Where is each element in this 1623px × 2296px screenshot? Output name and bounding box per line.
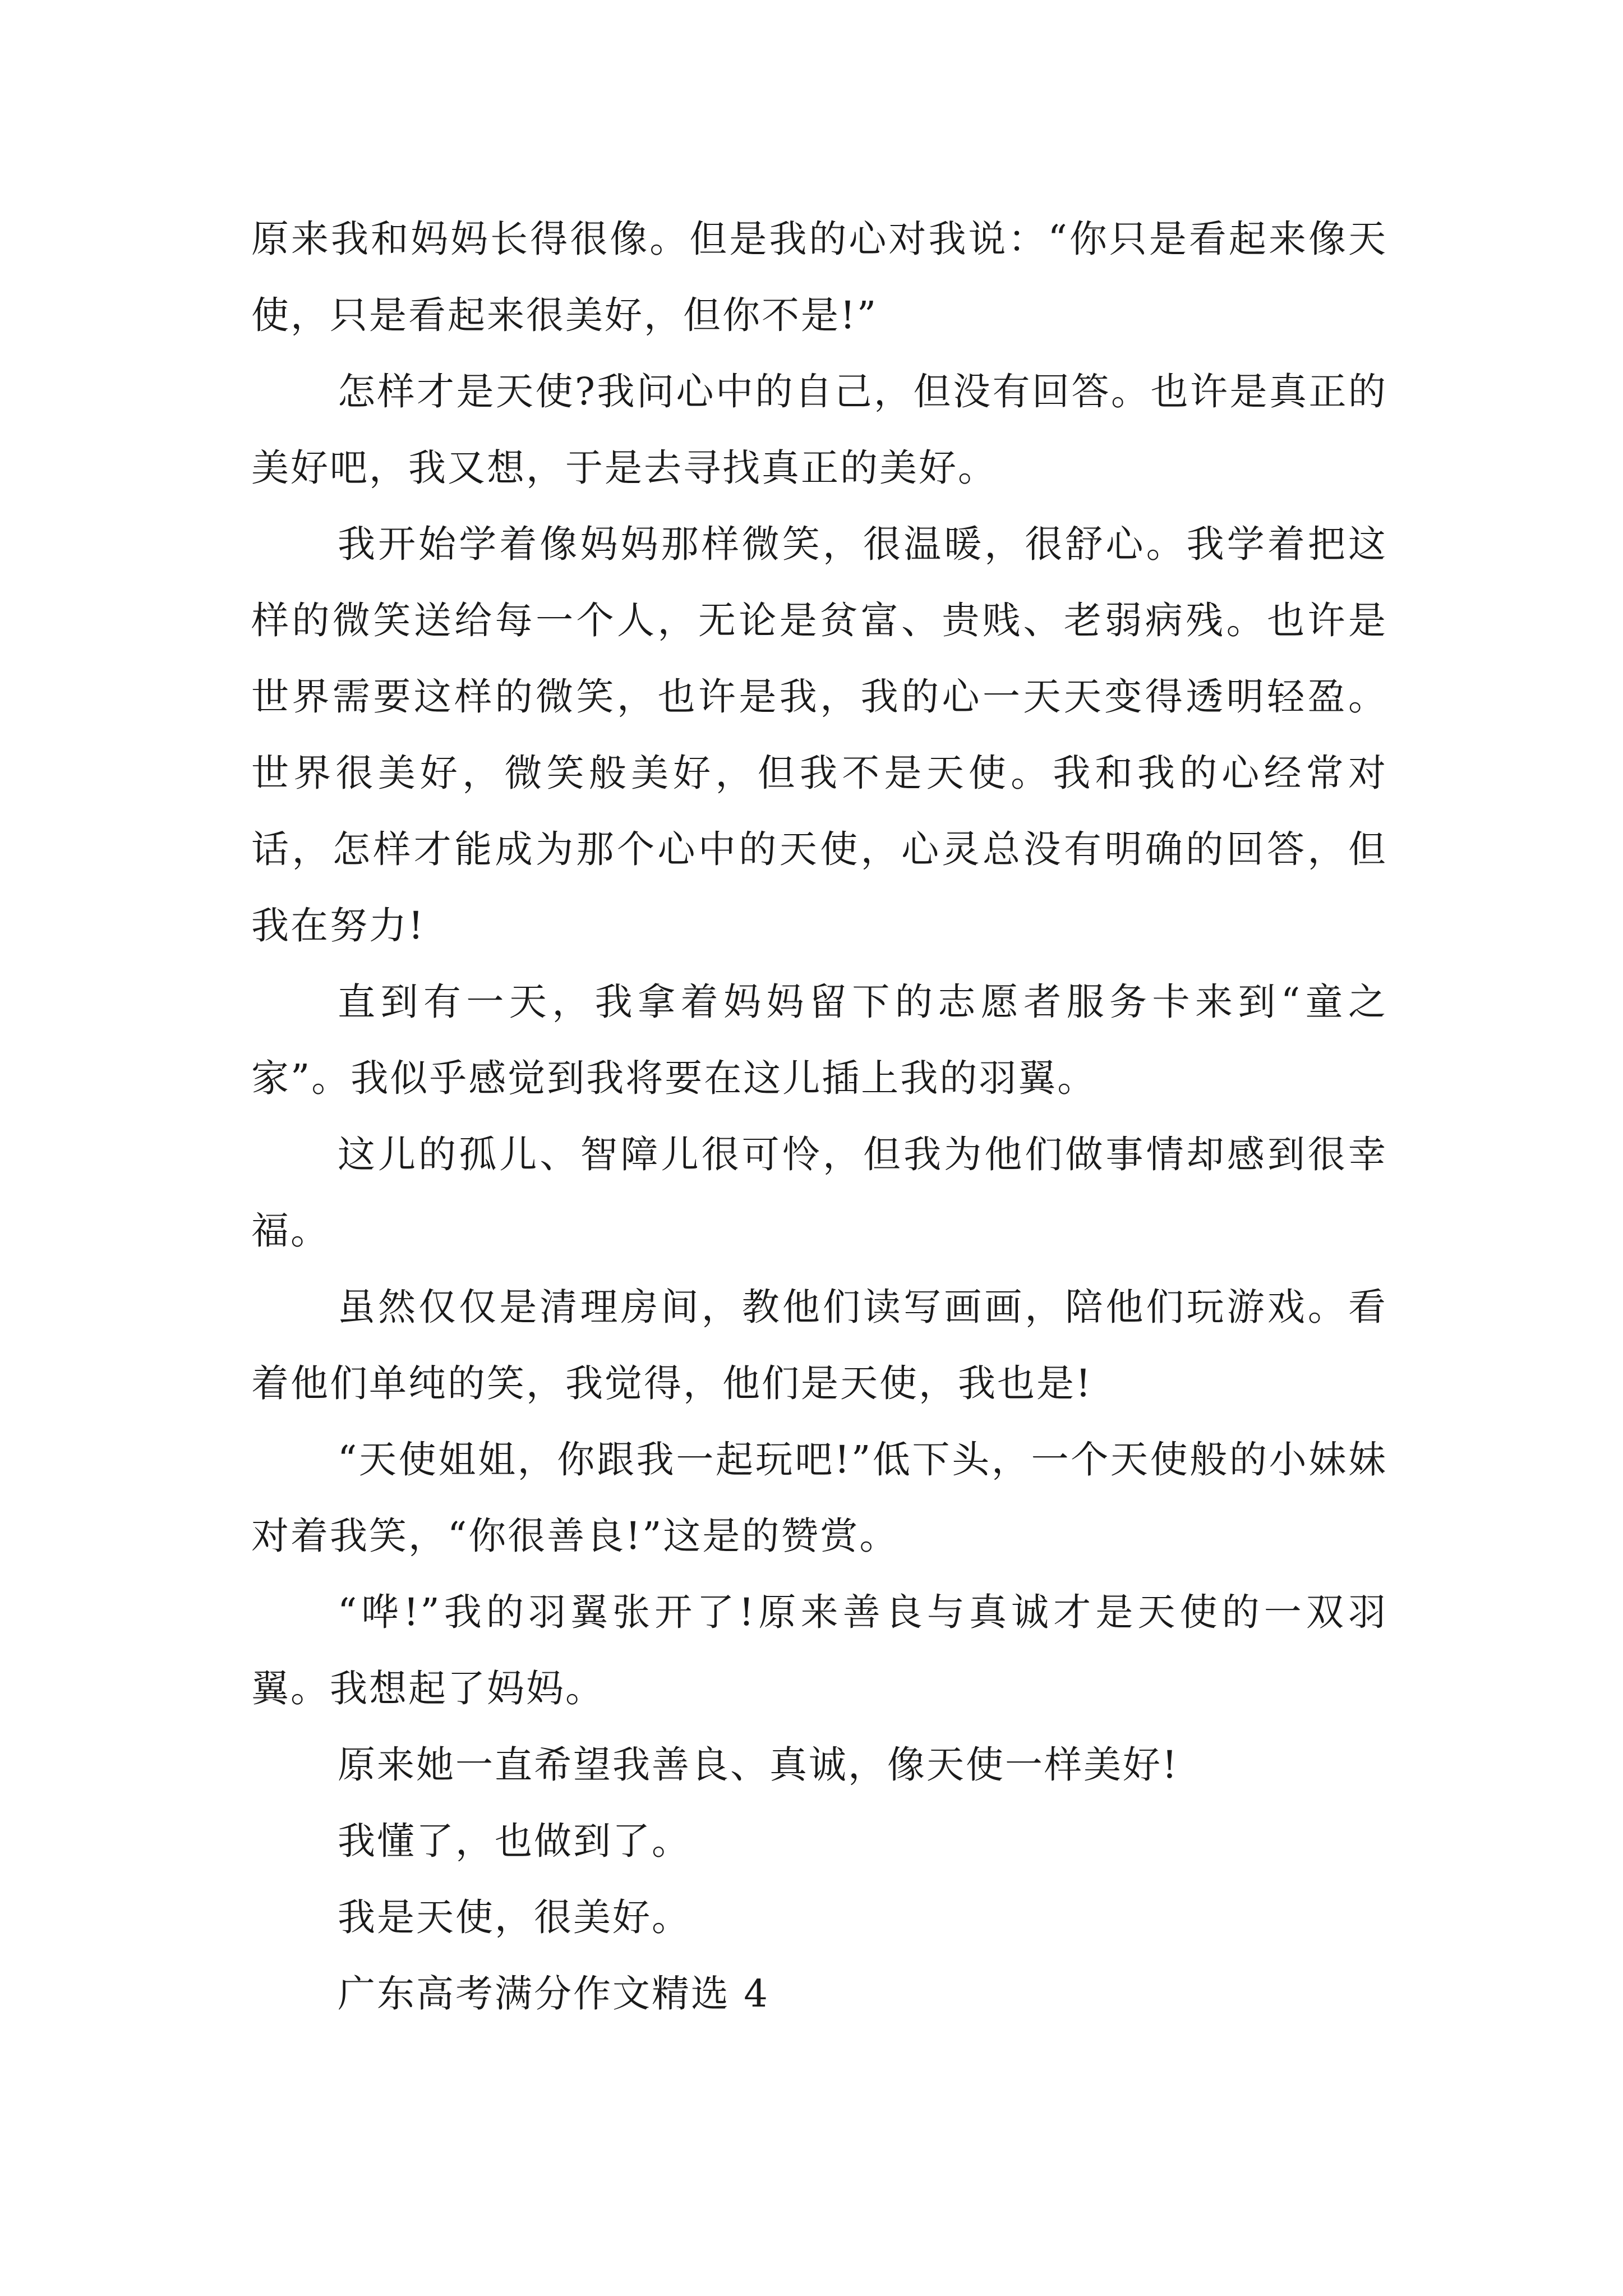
- essay-body: [251, 201, 1387, 2032]
- paragraph: “天使姐姐，你跟我一起玩吧!”低下头，一个天使般的小妹妹对着我笑，“你很善良!”这是的赞赏。: [251, 1438, 1387, 1558]
- paragraph: 原来她一直希望我善良、真诚，像天使一样美好!: [338, 1743, 1179, 1787]
- paragraph: 我开始学着像妈妈那样微笑，很温暖，很舒心。我学着把这样的微笑送给每一个人，无论是贫富、贵贱、老弱病残。也许是世界需要这样的微笑，也许是我，我的心一天天变得透明轻盈。世界很美好，微笑般美好，但我不是天使。我和我的心经常对话，怎样才能成为那个心中的天使，心灵总没有明确的回答，但我在努力!: [251, 522, 1387, 947]
- paragraph: 原来我和妈妈长得很像。但是我的心对我说：“你只是看起来像天使，只是看起来很美好，但你不是!”: [251, 217, 1387, 337]
- paragraph: “哗!”我的羽翼张开了!原来善良与真诚才是天使的一双羽翼。我想起了妈妈。: [251, 1590, 1387, 1710]
- paragraph: 这儿的孤儿、智障儿很可怜，但我为他们做事情却感到很幸福。: [251, 1133, 1387, 1253]
- paragraph: 我懂了，也做到了。: [338, 1819, 691, 1863]
- paragraph: 虽然仅仅是清理房间，教他们读写画画，陪他们玩游戏。看着他们单纯的笑，我觉得，他们是天使，我也是!: [251, 1285, 1387, 1405]
- paragraph: 直到有一天，我拿着妈妈留下的志愿者服务卡来到“童之家”。我似乎感觉到我将要在这儿插上我的羽翼。: [251, 980, 1387, 1100]
- paragraph: 怎样才是天使?我问心中的自己，但没有回答。也许是真正的美好吧，我又想，于是去寻找真正的美好。: [251, 370, 1387, 490]
- paragraph: 我是天使，很美好。: [338, 1895, 691, 1939]
- section-heading: 广东高考满分作文精选 4: [338, 1972, 769, 2016]
